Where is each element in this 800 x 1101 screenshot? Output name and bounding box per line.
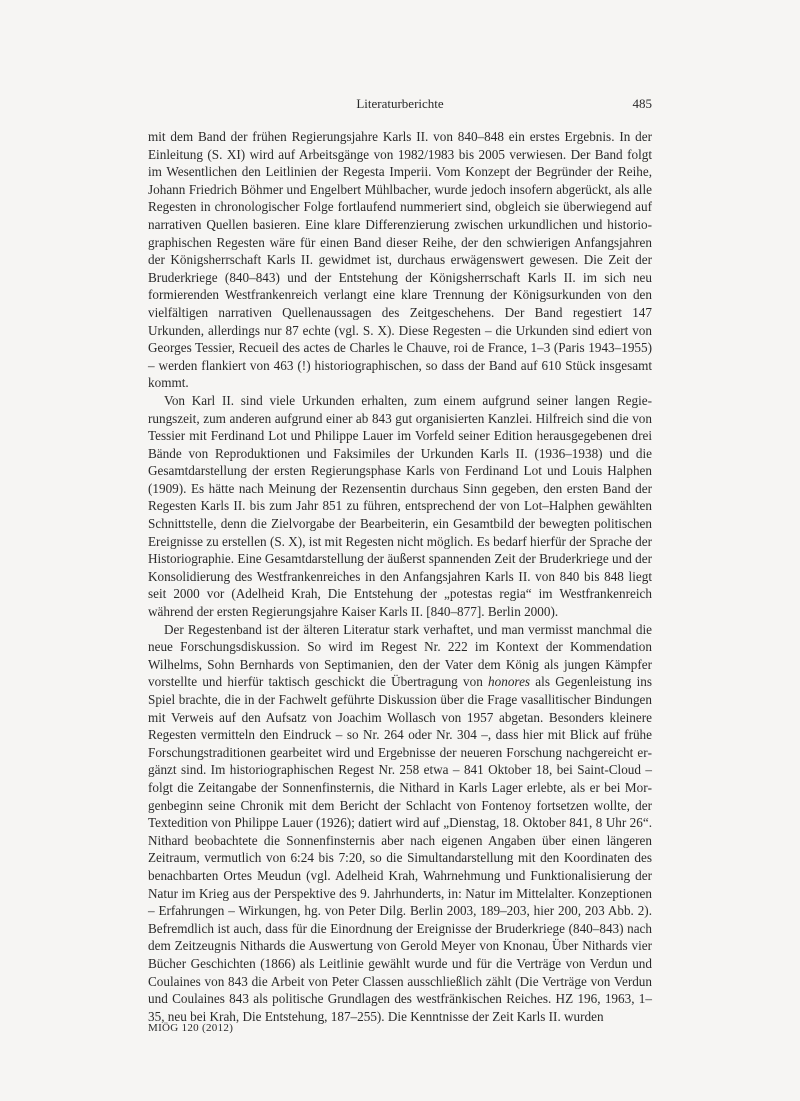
- page-number: 485: [632, 96, 652, 111]
- paragraph: mit dem Band der frühen Regierungsjahre Karls II. von 840–848 ein erstes Ergebnis. In der Einleitung (S. XI) wird auf Arbeitsgänge von 1982/1983 bis 2005 verwiesen. Der Band folgt im Wesentlichen den Leitlinien der Regesta Imperii. Vom Konzept der Begründer der Reihe, Johann Friedrich Böhmer und Engelbert Mühlbacher, wurde jedoch insofern abgerückt, als alle Regesten in chronologischer Folge fortlaufend nummeriert sind, obgleich sie überwiegend auf narrativen Quellen basieren. Eine klare Differenzierung zwischen urkundlichen und historiographischen Regesten wäre für einen Band dieser Reihe, der den schwierigen Anfangsjahren der Königsherrschaft Karls II. gewidmet ist, durchaus erwägenswert gewesen. Die Zeit der Bruderkriege (840–843) und der Entstehung der Königsherrschaft Karls II. im sich neu formierenden Westfrankenreich verlangt eine klare Trennung der Königsurkunden von den vielfältigen narrativen Quellenaussagen des Zeitgeschehens. Der Band regestiert 147 Urkunden, allerdings nur 87 echte (vgl. S. X). Diese Regesten – die Urkunden sind ediert von Georges Tessier, Recueil des actes de Charles le Chauve, roi de France, 1–3 (Paris 1943–1955) – werden flankiert von 463 (!) historiographischen, so dass der Band auf 610 Stück insgesamt kommt.: [148, 129, 652, 391]
- paragraph: Der Regestenband ist der älteren Literatur stark verhaftet, und man vermisst manchmal die neue Forschungsdiskussion. So wird im Regest Nr. 222 im Kontext der Kommendation Wilhelms, Sohn Bernhards von Septimanien, den der Vater dem König als jungen Kämpfer vorstellte und hierfür taktisch geschickt die Übertragung von honores als Gegenleistung ins Spiel brachte, die in der Fachwelt geführte Diskussion über die Frage vasallitischer Bindungen mit Verweis auf den Aufsatz von Joachim Wollasch von 1957 abgetan. Besonders kleinere Regesten vermitteln den Eindruck – so Nr. 264 oder Nr. 304 –, dass hier mit Blick auf frühe Forschungstraditionen gearbeitet wird und Ergebnisse der neueren Forschung nachgereicht ergänzt sind. Im historiographischen Regest Nr. 258 etwa – 841 Oktober 18, bei Saint-Cloud – folgt die Zeitangabe der Sonnenfinsternis, die Nithard in Karls Lager erlebte, als er bei Morgenbeginn seine Chronik mit dem Bericht der Schlacht von Fontenoy fortsetzen wollte, der Textedition von Philippe Lauer (1926); datiert wird auf „Dienstag, 18. Oktober 841, 8 Uhr 26“. Nithard beobachtete die Sonnenfinsternis aber nach eigenen Angaben über einen längeren Zeitraum, vermutlich von 6:24 bis 7:20, so die Simultandarstellung mit den Koordinaten des benachbarten Ortes Meudun (vgl. Adelheid Krah, Wahrnehmung und Funktionalisierung der Natur im Krieg aus der Perspektive des 9. Jahrhunderts, in: Natur im Mittelalter. Konzeptionen – Erfahrungen – Wirkungen, hg. von Peter Dilg. Berlin 2003, 189–203, hier 200, 203 Abb. 2). Befremdlich ist auch, dass für die Einordnung der Ereignisse der Bruderkriege (840–843) nach dem Zeitzeugnis Nithards die Auswertung von Gerold Meyer von Knonau, Über Nithards vier Bücher Geschichten (1866) als Leitlinie gewählt wurde und für die Verträge von Verdun und Coulaines von 843 die Arbeit von Peter Classen ausschließlich zählt (Die Verträge von Verdun und Coulaines 843 als politische Grundlagen des westfränkischen Reiches. HZ 196, 1963, 1–35, neu bei Krah, Die Entstehung, 187–255). Die Kenntnisse der Zeit Karls II. wurden: [148, 621, 653, 1024]
- paragraph: Von Karl II. sind viele Urkunden erhalten, zum einem aufgrund seiner langen Regierungszeit, zum anderen aufgrund einer ab 843 gut organisierten Kanzlei. Hilfreich sind die von Tessier mit Ferdinand Lot und Philippe Lauer im Vorfeld seiner Edition herausgegebenen drei Bände von Reproduktionen und Faksimiles der Urkunden Karls II. (1936–1938) und die Gesamtdarstellung der ersten Regierungsphase Karls von Ferdinand Lot und Louis Halphen (1909). Es hätte nach Meinung der Rezensentin durchaus Sinn gegeben, den ersten Band der Regesten Karls II. bis zum Jahr 851 zu führen, entsprechend der von Lot–Halphen gewählten Schnittstelle, denn die Zielvorgabe der Bearbeiterin, ein Gesamtbild der bewegten politischen Ereignisse zu erstellen (S. X), ist mit Regesten nicht möglich. Es bedarf hierfür der Sprache der Historiographie. Eine Gesamtdarstellung der äußerst spannenden Zeit der Bruderkriege und der Konsolidierung des Westfrankenreiches in den Anfangsjahren Karls II. von 840 bis 848 liegt seit 2000 vor (Adelheid Krah, Die Entstehung der „potestas regia“ im Westfrankenreich während der ersten Regierungsjahre Kaiser Karls II. [840–877]. Berlin 2000).: [148, 392, 652, 620]
- body-text: [148, 128, 652, 1025]
- running-head: [148, 96, 652, 116]
- running-head-title: Literaturberichte: [356, 96, 444, 111]
- journal-footer: MIÖG 120 (2012): [148, 1022, 234, 1034]
